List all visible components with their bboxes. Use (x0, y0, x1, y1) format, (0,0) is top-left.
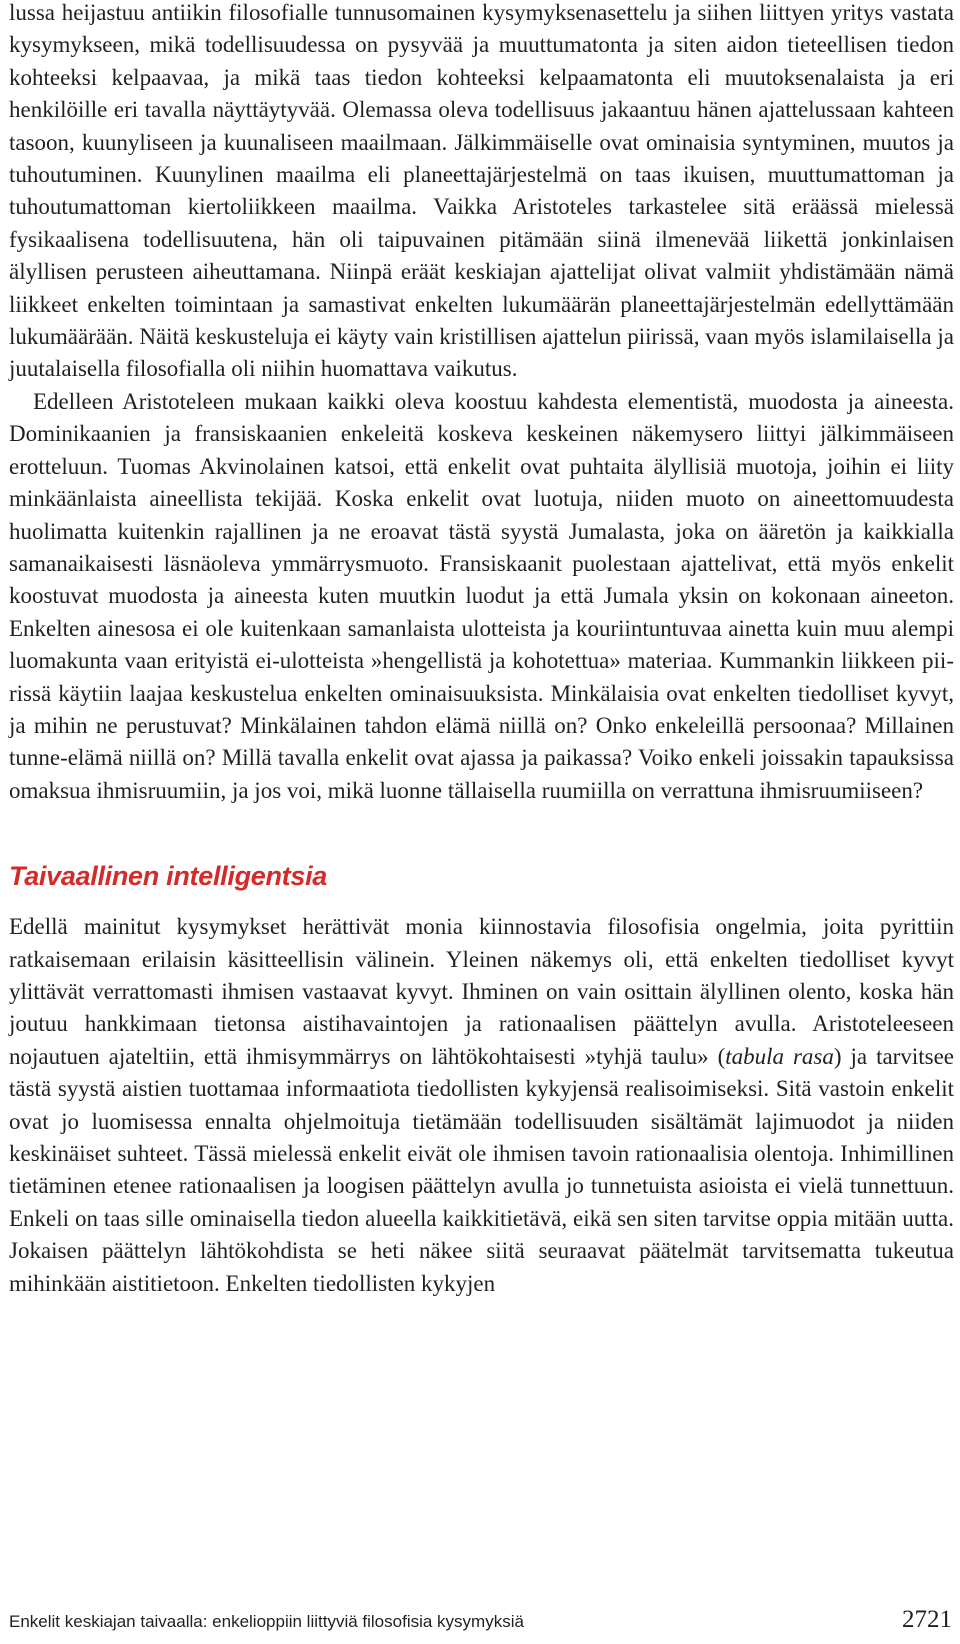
page-footer (9, 1604, 952, 1640)
body-paragraph-2: Edelleen Aristoteleen mukaan kaikki oleva koostuu kahdesta elementistä, muodosta ja aineesta. Dominikaanien ja fransiskaanien enkeleitä koskeva keskeinen näkemysero liittyi jälkimmäiseen erotteluun. Tuomas Akvinolainen katsoi, että enkelit ovat puhtaita älyllisiä muotoja, joihin ei liity minkäänlaista aineellista tekijää. Koska enkelit ovat luotuja, niiden muoto on aineettomuudesta huolimatta kuitenkin rajallinen ja ne eroavat tästä syystä Jumalasta, joka on ääretön ja kaikkialla samanaikaisesti läsnäoleva ymmärrysmuoto. Fransiskaanit puolestaan ajattelivat, että myös enkelit koostuvat muodosta ja aineesta kuten muutkin luodut ja että Jumala yksin on kokonaan aineeton. Enkelten ainesosa ei ole kuitenkaan samanlaista ulotteista ja kouriintuntuvaa ainetta kuin muu alempi luomakunta vaan erityistä ei-ulotteista »hengellistä ja kohotettua» materiaa. Kummankin liikkeen piirissä käytiin laajaa keskustelua enkelten ominaisuuksista. Minkälaisia ovat enkelten tiedolliset kyvyt, ja mihin ne perustuvat? Minkälainen tahdon elämä niillä on? Onko enkeleillä persoonaa? Millainen tunne-elämä niillä on? Millä tavalla enkelit ovat ajassa ja paikassa? Voiko enkeli joissakin tapauksissa omaksua ihmisruumiin, ja jos voi, mikä luonne tällaisella ruumiilla on verrattuna ihmisruumiiseen? (9, 388, 954, 803)
section-heading: Taivaallinen intelligentsia (9, 861, 327, 892)
paragraph-3-text-start: Edellä mainitut kysymykset herättivät monia kiinnostavia filosofisia ongelmia, joita pyrittiin ratkaisemaan erilaisin käsitteellisin välinein. Yleinen näkemys oli, että enkelten tiedolliset kyvyt ylittävät verrattomasti ihmisen vastaavat kyvyt. Ihminen on vain osittain älyllinen olento, koska hän joutuu hankkimaan tietonsa aistihavaintojen ja rationaalisen päättelyn avulla. Aristoteleeseen nojautuen ajateltiin, että ihmisymmärrys on lähtökohtaisesti »tyhjä taulu» ( (9, 914, 954, 1069)
running-title: Enkelit keskiajan taivaalla: enkelioppiin liittyviä filosofisia kysymyksiä (9, 1612, 524, 1631)
italic-latin-term: tabula rasa (725, 1043, 834, 1069)
page-number: 2721 (902, 1606, 952, 1633)
body-paragraph-1: lussa heijastuu antiikin filosofialle tunnusomainen kysymyksenasettelu ja siihen liittyen yritys vastata kysymykseen, mikä todellisuudessa on pysyvää ja muuttumatonta ja siten aidon tieteellisen tiedon kohteeksi kelpaavaa, ja mikä taas tiedon kohteeksi kelpaamatonta eli muutoksenalaista ja eri henkilöille eri tavalla näyttäytyvää. Olemassa oleva todellisuus jakaantuu hänen ajattelussaan kahteen tasoon, kuunyliseen ja kuunaliseen maailmaan. Jälkimmäiselle ovat ominaisia syntyminen, muutos ja tuhoutuminen. Kuunylinen maailma eli planeettajärjestelmä on taas ikuisen, muuttumattoman ja tuhoutumattoman kiertoliikkeen maailma. Vaikka Aristoteles tarkastelee sitä eräässä mielessä fysikaalisena todellisuutena, hän oli taipuvainen pitämään siinä ilmenevää liikettä jonkinlaisen älyllisen perusteen aiheuttamana. Niinpä eräät keskiajan ajattelijat olivat valmiit yhdistämään nämä liikkeet enkelten toimintaan ja samastivat enkelten lukumäärän planeettajärjestelmän edellyttämään lukumäärään. Näitä keskusteluja ei käyty vain kristillisen ajattelun piirissä, vaan myös islamilaisella ja juutalaisella filosofialla oli niihin huomattava vaikutus. (9, 0, 954, 382)
body-paragraph-3 (9, 911, 954, 1300)
paragraph-3-text-end: ) ja tarvitsee tästä syystä aistien tuottamaa informaatiota tiedollisten kykyjensä realisoimiseksi. Sitä vastoin enkelit ovat jo luomisessa ennalta ohjelmoituja tietämään todellisuuden sisältämät lajimuodot ja niiden keskinäiset suhteet. Tässä mielessä enkelit eivät ole ihmisen tavoin rationaalisia olentoja. Inhimillinen tietäminen etenee rationaalisen ja loogisen päättelyn avulla jo tunnetuista asioista ei vielä tunnettuun. Enkeli on taas sille ominaisella tiedon alueella kaikkitietävä, eikä sen siten tarvitse oppia mitään uutta. Jokaisen päättelyn lähtökohdista se heti näkee siitä seuraavat päätelmät tarvitsematta tukeutua mihinkään aistitietoon. Enkelten tiedollisten kykyjen (9, 1043, 954, 1296)
